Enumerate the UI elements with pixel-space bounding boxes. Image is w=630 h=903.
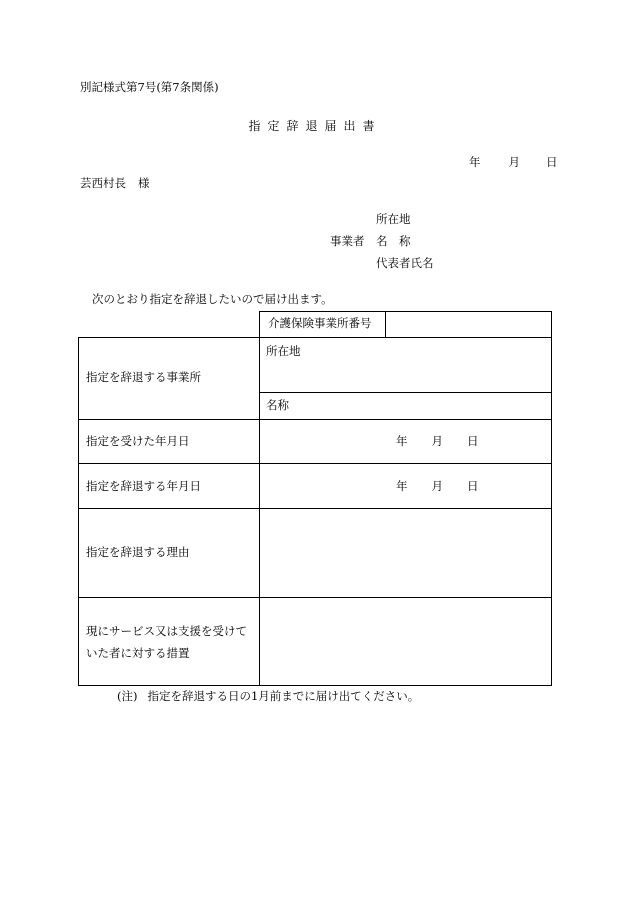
measures-label: 現にサービス又は支援を受けていた者に対する措置 (86, 624, 247, 660)
table-line (385, 311, 386, 337)
table-line (259, 311, 260, 686)
form-number: 別記様式第7号(第7条関係) (80, 80, 219, 94)
table-line (259, 311, 552, 312)
reason-field[interactable] (262, 512, 548, 594)
provider-number-value[interactable] (392, 318, 544, 332)
table-line (78, 337, 79, 686)
withdrawal-date-label: 指定を辞退する年月日 (86, 479, 201, 493)
table-line (259, 392, 552, 393)
table-line (78, 508, 552, 509)
date-month-label: 月 (508, 155, 520, 169)
table-line (78, 685, 552, 686)
date-month-label: 月 (431, 434, 443, 448)
table-line (78, 337, 552, 338)
table-line (78, 597, 552, 598)
designation-date-field[interactable] (396, 436, 479, 448)
designation-date-label: 指定を受けた年月日 (86, 434, 190, 448)
table-line (551, 311, 552, 686)
applicant-name-label: 名 称 (376, 234, 411, 248)
date-year-label: 年 (396, 479, 408, 493)
addressee-honorific: 様 (138, 176, 150, 190)
reason-label: 指定を辞退する理由 (86, 545, 190, 559)
provider-number-label: 介護保険事業所番号 (268, 316, 372, 330)
applicant-label: 事業者 (330, 234, 365, 248)
footnote (117, 691, 419, 703)
date-year-label: 年 (396, 434, 408, 448)
table-line (78, 463, 552, 464)
applicant-representative-label: 代表者氏名 (376, 256, 434, 270)
date-day-label: 日 (546, 155, 558, 169)
withdrawal-date-field[interactable] (396, 481, 479, 493)
submission-date (469, 157, 558, 169)
footnote-prefix: (注) (117, 689, 138, 703)
applicant-address-label: 所在地 (376, 212, 411, 226)
date-year-label: 年 (469, 155, 481, 169)
intro-text: 次のとおり指定を辞退したいので届け出ます。 (92, 292, 333, 306)
measures-field[interactable] (262, 601, 548, 682)
page-title: 指定辞退届出書 (248, 119, 382, 133)
date-day-label: 日 (467, 434, 479, 448)
office-name-label: 名称 (266, 398, 289, 412)
addressee (80, 178, 150, 190)
footnote-text: 指定を辞退する日の1月前までに届け出てください。 (147, 689, 420, 703)
office-label: 指定を辞退する事業所 (86, 370, 201, 384)
date-day-label: 日 (467, 479, 479, 493)
addressee-name: 芸西村長 (80, 176, 126, 190)
date-month-label: 月 (431, 479, 443, 493)
office-address-label: 所在地 (266, 344, 301, 358)
table-line (78, 419, 552, 420)
